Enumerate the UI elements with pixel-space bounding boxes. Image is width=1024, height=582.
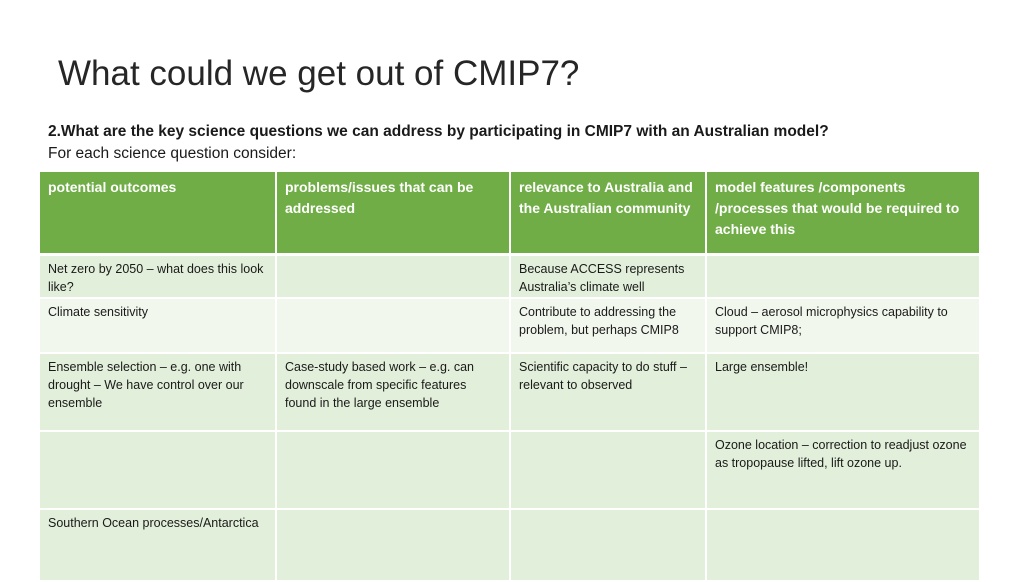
table-cell: Large ensemble! [706,353,979,431]
table-header-row [40,172,979,254]
slide-title: What could we get out of CMIP7? [58,54,580,93]
table-row [40,353,979,431]
table-cell: Scientific capacity to do stuff – relevant to observed [510,353,706,431]
table-cell [706,509,979,581]
table-cell [706,254,979,298]
table-cell: Contribute to addressing the problem, but perhaps CMIP8 [510,298,706,353]
table-cell: Because ACCESS represents Australia’s climate well [510,254,706,298]
header-potential-outcomes: potential outcomes [40,172,276,254]
question-subtext: For each science question consider: [48,145,297,162]
table-cell [276,509,510,581]
header-relevance-to-australia: relevance to Australia and the Australian community [510,172,706,254]
table-cell: Cloud – aerosol microphysics capability to support CMIP8; [706,298,979,353]
table-cell [276,431,510,509]
table-cell [276,254,510,298]
table-row [40,509,979,581]
table-row [40,254,979,298]
table-cell [510,509,706,581]
question-heading: 2.What are the key science questions we can address by participating in CMIP7 with an Australian model? [48,123,829,140]
table-row [40,298,979,353]
table-cell: Case-study based work – e.g. can downscale from specific features found in the large ensemble [276,353,510,431]
table-cell [510,431,706,509]
table-cell: Climate sensitivity [40,298,276,353]
header-problems-issues: problems/issues that can be addressed [276,172,510,254]
table-row [40,431,979,509]
table-cell [40,431,276,509]
table-cell: Ensemble selection – e.g. one with drought – We have control over our ensemble [40,353,276,431]
table-cell [276,298,510,353]
science-questions-table [40,172,979,582]
table-cell: Net zero by 2050 – what does this look like? [40,254,276,298]
table-cell: Southern Ocean processes/Antarctica [40,509,276,581]
header-model-features: model features /components /processes that would be required to achieve this [706,172,979,254]
table-cell: Ozone location – correction to readjust ozone as tropopause lifted, lift ozone up. [706,431,979,509]
